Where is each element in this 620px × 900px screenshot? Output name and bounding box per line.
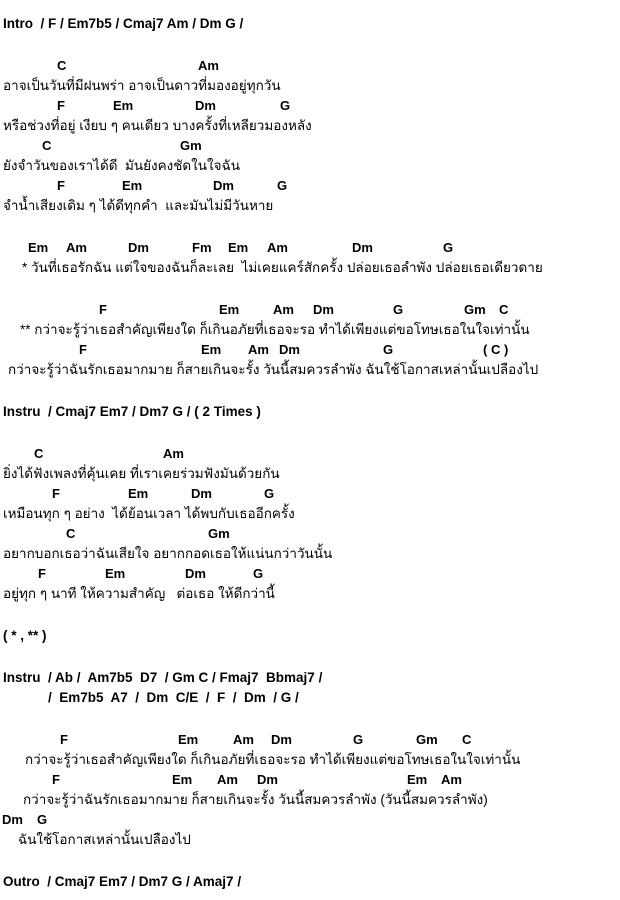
chord: C [499,302,509,317]
chord: G [280,98,291,113]
blank-line [0,604,620,626]
chord-line [0,730,620,750]
chord-line [0,340,620,360]
chord: Dm [352,240,373,255]
chord: G [277,178,288,193]
chord: F [52,772,60,787]
chord: ( C ) [483,342,509,357]
chord: C [57,58,67,73]
chord: Am [198,58,219,73]
chord: G [393,302,404,317]
blank-line [0,278,620,300]
section-label: ( * , ** ) [3,628,47,643]
lyric-line: ฉันใช้โอกาสเหล่านั้นเปลืองไป [18,832,191,847]
chord: C [34,446,44,461]
chord: Gm [464,302,486,317]
chord: F [60,732,68,747]
chord: Dm [279,342,300,357]
chord: Dm [213,178,234,193]
blank-line [0,34,620,56]
chord: Am [233,732,254,747]
chord: Am [273,302,294,317]
lyric-line: กว่าจะรู้ว่าเธอสำคัญเพียงใด ก็เกินอภัยที่เธอจะรอ ทำได้เพียงแต่ขอโทษเธอในใจเท่านั้น [25,752,521,767]
chord: Em [407,772,428,787]
chord: G [353,732,364,747]
chord: Em [201,342,222,357]
chord: Am [163,446,184,461]
blank-line [0,850,620,872]
chord: Am [267,240,288,255]
chord: Am [441,772,462,787]
chord-line [0,564,620,584]
lyric-line: ** กว่าจะรู้ว่าเธอสำคัญเพียงใด ก็เกินอภัยที่เธอจะรอ ทำได้เพียงแต่ขอโทษเธอในใจเท่านั้น [20,322,530,337]
chord: Em [105,566,126,581]
blank-line [0,422,620,444]
blank-line [0,216,620,238]
chord: Dm [271,732,292,747]
lyric-line: * วันที่เธอรักฉัน แต่ใจของฉันก็ละเลย ไม่เคยแคร์สักครั้ง ปล่อยเธอลำพัง ปล่อยเธอเดียวดาย [22,260,543,275]
chord: C [462,732,472,747]
chord: Dm [313,302,334,317]
chord: Dm [185,566,206,581]
section-label: Instru / Ab / Am7b5 D7 / Gm C / Fmaj7 Bbmaj7 / [3,670,323,685]
chord-line [0,176,620,196]
lyric-line: อยู่ทุก ๆ นาที ให้ความสำคัญ ต่อเธอ ให้ดีกว่านี้ [3,586,275,601]
lyric-line: หรือช่วงที่อยู่ เงียบ ๆ คนเดียว บางครั้งที่เหลียวมองหลัง [3,118,312,133]
chord: F [79,342,87,357]
blank-line [0,380,620,402]
lyric-line: อาจเป็นวันที่มีฝนพร่า อาจเป็นดาวที่มองอยู่ทุกวัน [3,78,281,93]
chord: Dm [257,772,278,787]
chord: Em [178,732,199,747]
lyric-line: จำน้ำเสียงเดิม ๆ ได้ดีทุกคำ และมันไม่มีวันหาย [3,198,274,213]
chord-line [0,524,620,544]
lyric-line: กว่าจะรู้ว่าฉันรักเธอมากมาย ก็สายเกินจะรั้ง วันนี้สมควรลำพัง ฉันใช้โอกาสเหล่านั้นเปลืองไป [8,362,539,377]
chord-line [0,238,620,258]
chord: C [66,526,76,541]
chord: Em [122,178,143,193]
chord-line [0,484,620,504]
lyric-line: อยากบอกเธอว่าฉันเสียใจ อยากกอดเธอให้แน่นกว่าวันนั้น [3,546,333,561]
chord-line [0,136,620,156]
chord: Am [217,772,238,787]
chord-line [0,56,620,76]
chord-line [0,300,620,320]
lyric-line: ยิ่งได้ฟังเพลงที่คุ้นเคย ที่เราเคยร่วมฟังมันด้วยกัน [3,466,280,481]
chord-line [0,444,620,464]
section-label: / Em7b5 A7 / Dm C/E / F / Dm / G / [48,690,299,705]
chord: F [38,566,46,581]
chord: F [52,486,60,501]
chord: G [253,566,264,581]
chord: Am [248,342,269,357]
chord: Em [113,98,134,113]
section-label: Outro / Cmaj7 Em7 / Dm7 G / Amaj7 / [3,874,242,889]
chord: G [37,812,48,827]
blank-line [0,646,620,668]
section-label: Instru / Cmaj7 Em7 / Dm7 G / ( 2 Times ) [3,404,261,419]
chord-line [0,810,620,830]
chord: Dm [191,486,212,501]
chord: Em [219,302,240,317]
chord: Dm [195,98,216,113]
lyric-line: เหมือนทุก ๆ อย่าง ได้ย้อนเวลา ได้พบกับเธออีกครั้ง [3,506,295,521]
chord-line [0,770,620,790]
chord: Gm [180,138,202,153]
chord: F [57,178,65,193]
chord: Fm [192,240,212,255]
chord: Gm [416,732,438,747]
chord: G [383,342,394,357]
chord: Em [228,240,249,255]
chord: F [57,98,65,113]
lyric-line: กว่าจะรู้ว่าฉันรักเธอมากมาย ก็สายเกินจะรั้ง วันนี้สมควรลำพัง (วันนี้สมควรลำพัง) [23,792,488,807]
chord: C [42,138,52,153]
chord: Dm [128,240,149,255]
chord-line [0,96,620,116]
chord: Dm [2,812,23,827]
section-label: Intro / F / Em7b5 / Cmaj7 Am / Dm G / [3,16,244,31]
chord: Gm [208,526,230,541]
chord: F [99,302,107,317]
chord: G [443,240,454,255]
lyric-line: ยังจำวันของเราได้ดี มันยังคงชัดในใจฉัน [3,158,240,173]
blank-line [0,708,620,730]
chord: Am [66,240,87,255]
chord: G [264,486,275,501]
chord: Em [128,486,149,501]
chord: Em [172,772,193,787]
chord: Em [28,240,49,255]
